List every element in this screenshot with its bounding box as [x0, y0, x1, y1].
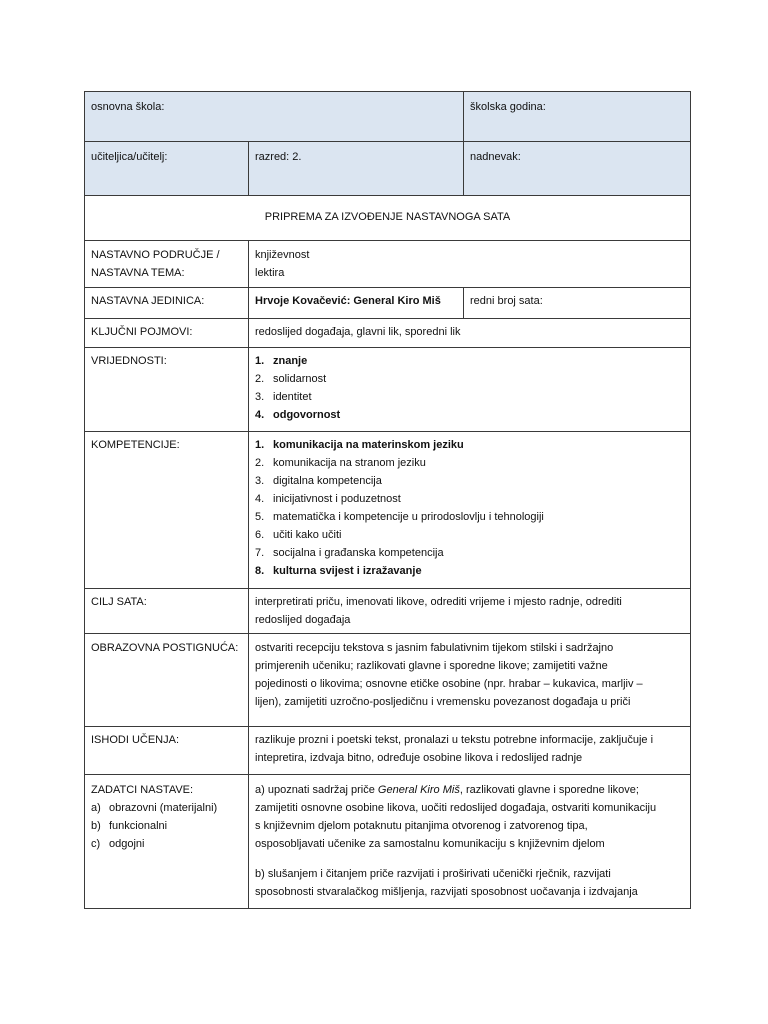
tasks-a-line: a) upoznati sadržaj priče General Kiro Miš, razlikovati glavne i sporedne likove;: [255, 784, 639, 796]
date-cell: [464, 142, 691, 196]
title-row: [85, 196, 691, 241]
teacher-cell: [85, 142, 249, 196]
unit-value-cell: [249, 288, 464, 319]
list-item: 7. socijalna i građanska kompetencija: [255, 547, 444, 559]
lesson-plan-table: [84, 91, 691, 909]
area-label-line1: NASTAVNO PODRUČJE /: [91, 249, 220, 261]
unit-label: NASTAVNA JEDINICA:: [91, 295, 205, 307]
goal-label: CILJ SATA:: [91, 596, 147, 608]
tasks-sub-list: [91, 799, 242, 853]
tasks-label: ZADATCI NASTAVE:: [91, 784, 194, 796]
grade-cell: [249, 142, 464, 196]
list-item: 2. komunikacija na stranom jeziku: [255, 457, 426, 469]
school-year-label: školska godina:: [470, 101, 546, 113]
competences-list-cell: [249, 432, 691, 589]
area-row: [85, 241, 691, 288]
area-label-cell: [85, 241, 249, 288]
header-row-teacher: [85, 142, 691, 196]
outcomes-label-cell: [85, 727, 249, 775]
achievements-line: ostvariti recepciju tekstova s jasnim fabulativnim tijekom stilski i sadržajno: [255, 642, 614, 654]
tasks-b-line: sposobnosti stvaralačkog mišljenja, razvijati sposobnost uočavanja i izdvajanja: [255, 886, 638, 898]
values-label-cell: [85, 348, 249, 432]
unit-value: Hrvoje Kovačević: General Kiro Miš: [255, 295, 441, 307]
values-row: [85, 348, 691, 432]
tasks-a-line: zamijetiti osnovne osobine likova, uočiti redoslijed događaja, ostvariti komunikaciju: [255, 802, 657, 814]
list-item: b) funkcionalni: [91, 820, 168, 832]
goal-value-cell: [249, 589, 691, 634]
list-item: 1. komunikacija na materinskom jeziku: [255, 439, 464, 451]
outcomes-label: ISHODI UČENJA:: [91, 734, 180, 746]
goal-row: [85, 589, 691, 634]
goal-label-cell: [85, 589, 249, 634]
goal-line: redoslijed događaja: [255, 614, 351, 626]
values-list: [255, 352, 684, 424]
document-title: PRIPREMA ZA IZVOĐENJE NASTAVNOGA SATA: [264, 211, 511, 223]
key-terms-value-cell: [249, 319, 691, 348]
title-cell: [85, 196, 691, 241]
achievements-line: lijen), zamijetiti uzročno-posljedičnu i vremensku povezanost događaja u priči: [255, 696, 631, 708]
achievements-line: pojedinosti o likovima; osnovne etičke osobine (npr. hrabar – kukavica, marljiv –: [255, 678, 643, 690]
date-label: nadnevak:: [470, 151, 521, 163]
unit-label-cell: [85, 288, 249, 319]
school-cell: [85, 92, 464, 142]
goal-line: interpretirati priču, imenovati likove, odrediti vrijeme i mjesto radnje, odrediti: [255, 596, 622, 608]
list-item: 3. digitalna kompetencija: [255, 475, 382, 487]
list-item: 2. solidarnost: [255, 373, 327, 385]
school-label: osnovna škola:: [91, 101, 165, 113]
area-value-cell: [249, 241, 691, 288]
tasks-a-line: osposobljavati učenike za samostalnu komunikaciju s književnim djelom: [255, 838, 605, 850]
achievements-line: primjerenih učeniku; razlikovati glavne i sporedne likove; zamijetiti važne: [255, 660, 608, 672]
key-terms-label-cell: [85, 319, 249, 348]
list-item: 3. identitet: [255, 391, 312, 403]
area-label-line2: NASTAVNA TEMA:: [91, 267, 185, 279]
competences-label: KOMPETENCIJE:: [91, 439, 180, 451]
list-item: 6. učiti kako učiti: [255, 529, 342, 541]
values-label: VRIJEDNOSTI:: [91, 355, 167, 367]
story-title: General Kiro Miš: [377, 784, 460, 796]
list-item: 4. inicijativnost i poduzetnost: [255, 493, 401, 505]
tasks-value-cell: [249, 775, 691, 909]
tasks-row: [85, 775, 691, 909]
key-terms-label: KLJUČNI POJMOVI:: [91, 326, 193, 338]
key-terms-value: redoslijed događaja, glavni lik, sporedni lik: [255, 326, 461, 338]
teacher-label: učiteljica/učitelj:: [91, 151, 168, 163]
list-item: 4. odgovornost: [255, 409, 341, 421]
lesson-number-label: redni broj sata:: [470, 295, 543, 307]
list-item: c) odgojni: [91, 838, 145, 850]
tasks-a-line: s književnim djelom potaknutu pitanjima otvorenog i zatvorenog tipa,: [255, 820, 588, 832]
outcomes-line: razlikuje prozni i poetski tekst, pronalazi u tekstu potrebne informacije, zaključuje i: [255, 734, 654, 746]
grade-label: razred: 2.: [255, 151, 302, 163]
outcomes-value-cell: [249, 727, 691, 775]
tasks-label-cell: [85, 775, 249, 909]
achievements-label-cell: [85, 634, 249, 727]
lesson-number-cell: [464, 288, 691, 319]
area-value-line1: književnost: [255, 249, 310, 261]
achievements-label: OBRAZOVNA POSTIGNUĆA:: [91, 642, 239, 654]
outcomes-row: [85, 727, 691, 775]
list-item: 1. znanje: [255, 355, 308, 367]
area-value-line2: lektira: [255, 267, 285, 279]
key-terms-row: [85, 319, 691, 348]
outcomes-line: intepretira, izdvaja bitno, određuje osobine likova i redoslijed radnje: [255, 752, 583, 764]
unit-row: [85, 288, 691, 319]
school-year-cell: [464, 92, 691, 142]
achievements-row: [85, 634, 691, 727]
list-item: a) obrazovni (materijalni): [91, 802, 218, 814]
list-item: 5. matematička i kompetencije u prirodoslovlju i tehnologiji: [255, 511, 544, 523]
competences-row: [85, 432, 691, 589]
list-item: 8. kulturna svijest i izražavanje: [255, 565, 422, 577]
tasks-b-line: b) slušanjem i čitanjem priče razvijati i proširivati učenički rječnik, razvijati: [255, 868, 611, 880]
values-list-cell: [249, 348, 691, 432]
competences-label-cell: [85, 432, 249, 589]
achievements-value-cell: [249, 634, 691, 727]
header-row-school: [85, 92, 691, 142]
competences-list: [255, 436, 684, 580]
